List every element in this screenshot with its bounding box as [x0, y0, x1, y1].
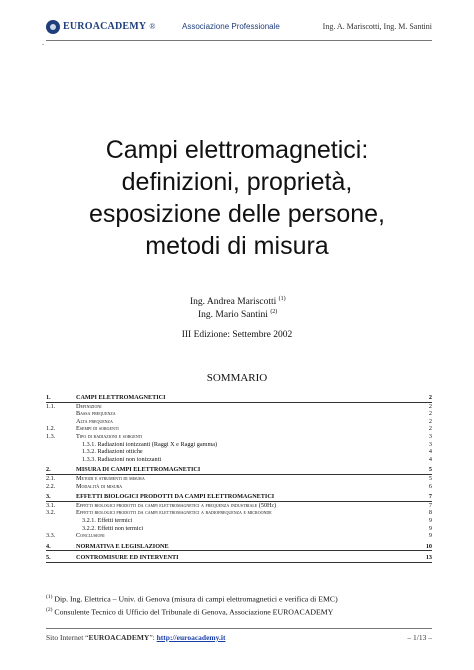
toc-text: Effetti biologici prodotti da campi elettromagnetici a radiofrequenza e microonde — [76, 509, 272, 517]
author-footnote-ref: (1) — [278, 296, 286, 302]
toc-chapter[interactable] — [46, 554, 432, 563]
author-name: Ing. Andrea Mariscotti — [190, 297, 277, 308]
toc-page: 2 — [428, 394, 432, 401]
page-number: – 1/13 – — [407, 633, 432, 642]
page-footer — [46, 628, 432, 643]
toc-text: Tipo di radiazioni e sorgenti — [76, 432, 143, 440]
toc-number: 3.1. — [46, 501, 56, 509]
toc-page: 4 — [428, 448, 432, 456]
site-info: Sito Internet “EUROACADEMY”: http://euroacademy.it — [46, 633, 226, 642]
toc-text: 3.2.1. Effetti termici — [82, 516, 133, 524]
toc-page: 13 — [425, 554, 432, 562]
toc-page: 7 — [428, 493, 432, 501]
footnote: $^{(1)}$ Dip. Ing. Elettrica – Univ. di Genova (misura di campi elettromagnetici e verifica di EMC) — [46, 594, 338, 604]
footnote: $^{(2)}$ Consulente Tecnico di Ufficio del Tribunale di Genova, Associazione EUROACADEMY — [46, 606, 334, 617]
toc-text: MISURA DI CAMPI ELETTROMAGNETICI — [76, 466, 201, 474]
title-line: esposizione delle persone, — [88, 200, 386, 228]
toc-page: 2 — [428, 410, 432, 418]
toc-number: 5. — [46, 554, 51, 562]
toc-number: 1.3. — [46, 432, 56, 440]
toc-entry[interactable] — [46, 456, 432, 464]
association-label: Associazione Professionale — [182, 22, 280, 31]
toc-text: Effetti biologici prodotti da campi elettromagnetici a frequenza industriale (50Hz) — [76, 501, 277, 509]
brand-name: EUROACADEMY ® — [63, 21, 156, 32]
toc-text: 1.3.2. Radiazioni ottiche — [82, 448, 143, 456]
toc-entry[interactable] — [46, 483, 432, 491]
toc-entry[interactable] — [46, 403, 432, 411]
toc-text: Modalità di misura — [76, 482, 123, 490]
toc-text: EFFETTI BIOLOGICI PRODOTTI DA CAMPI ELETTROMAGNETICI — [76, 493, 275, 501]
edition-label: III Edizione: Settembre 2002 — [181, 330, 293, 340]
document-title — [0, 134, 474, 262]
toc-entry[interactable] — [46, 475, 432, 483]
toc-entry[interactable] — [46, 425, 432, 433]
toc-page: 2 — [428, 417, 432, 425]
page-header — [42, 20, 432, 48]
toc-entry[interactable] — [46, 532, 432, 540]
toc-text: 1.3.1. Radiazioni ionizzanti (Raggi X e Raggi gamma) — [82, 440, 218, 448]
toc-page: 4 — [428, 455, 432, 463]
toc-text: Metodi e strumenti di misura — [76, 474, 145, 482]
toc-number: 3.2. — [46, 509, 56, 517]
toc-page: 3 — [428, 432, 432, 440]
toc-number: 2.2. — [46, 482, 56, 490]
toc-page: 2 — [428, 402, 432, 410]
toc-page: 3 — [428, 440, 432, 448]
toc-number: 2. — [46, 466, 51, 474]
toc-page: 6 — [428, 482, 432, 490]
toc-page: 10 — [425, 542, 432, 550]
toc-entry[interactable] — [46, 525, 432, 533]
toc-number: 2.1. — [46, 474, 56, 482]
title-line: definizioni, proprietà, — [121, 168, 353, 196]
toc-entry[interactable] — [46, 517, 432, 525]
toc-page: 5 — [428, 466, 432, 474]
toc-page: 5 — [428, 474, 432, 482]
toc-entry[interactable] — [46, 418, 432, 426]
toc-text: NORMATIVA E LEGISLAZIONE — [76, 542, 169, 550]
toc-text: CAMPI ELETTROMAGNETICI — [76, 394, 166, 401]
toc-number: 3.3. — [46, 532, 56, 540]
table-of-contents — [46, 394, 432, 563]
author-footnote-ref: (2) — [270, 309, 278, 315]
toc-entry[interactable] — [46, 441, 432, 449]
author-line — [198, 309, 277, 320]
summary-title: SOMMARIO — [206, 372, 268, 384]
toc-text: Conclusioni — [76, 532, 105, 540]
toc-chapter[interactable] — [46, 543, 432, 552]
toc-number: 1.1. — [46, 402, 56, 410]
toc-entry[interactable] — [46, 433, 432, 441]
site-link[interactable]: http://euroacademy.it — [156, 633, 226, 642]
toc-page: 8 — [428, 509, 432, 517]
header-authors: Ing. A. Mariscotti, Ing. M. Santini — [322, 22, 432, 31]
toc-number: 1.2. — [46, 425, 56, 433]
toc-entry[interactable] — [46, 509, 432, 517]
header-mark: - — [42, 42, 44, 48]
toc-chapter[interactable] — [46, 394, 432, 403]
toc-page: 2 — [428, 425, 432, 433]
toc-number: 3. — [46, 493, 51, 501]
author-line — [190, 296, 286, 307]
euroacademy-logo-icon — [46, 20, 60, 34]
toc-number: 1. — [46, 394, 51, 401]
toc-chapter[interactable] — [46, 493, 432, 502]
toc-text: Esempi di sorgenti — [76, 425, 119, 433]
toc-page: 9 — [428, 524, 432, 532]
toc-chapter[interactable] — [46, 466, 432, 475]
title-line: Campi elettromagnetici: — [105, 136, 369, 164]
footnotes — [46, 592, 446, 617]
toc-entry[interactable] — [46, 448, 432, 456]
author-name: Ing. Mario Santini — [198, 310, 268, 321]
toc-text: 1.3.3. Radiazioni non ionizzanti — [82, 455, 162, 463]
title-line: metodi di misura — [145, 232, 329, 260]
toc-page: 9 — [428, 516, 432, 524]
toc-number: 4. — [46, 542, 51, 550]
toc-page: 9 — [428, 532, 432, 540]
toc-entry[interactable] — [46, 410, 432, 418]
toc-text: CONTROMISURE ED INTERVENTI — [76, 554, 179, 562]
toc-text: Definizioni — [76, 402, 102, 410]
toc-text: Alta frequenza — [76, 417, 113, 425]
toc-page: 7 — [428, 501, 432, 509]
toc-text: 3.2.2. Effetti non termici — [82, 524, 144, 532]
toc-entry[interactable] — [46, 502, 432, 510]
toc-text: Bassa frequenza — [76, 410, 116, 418]
